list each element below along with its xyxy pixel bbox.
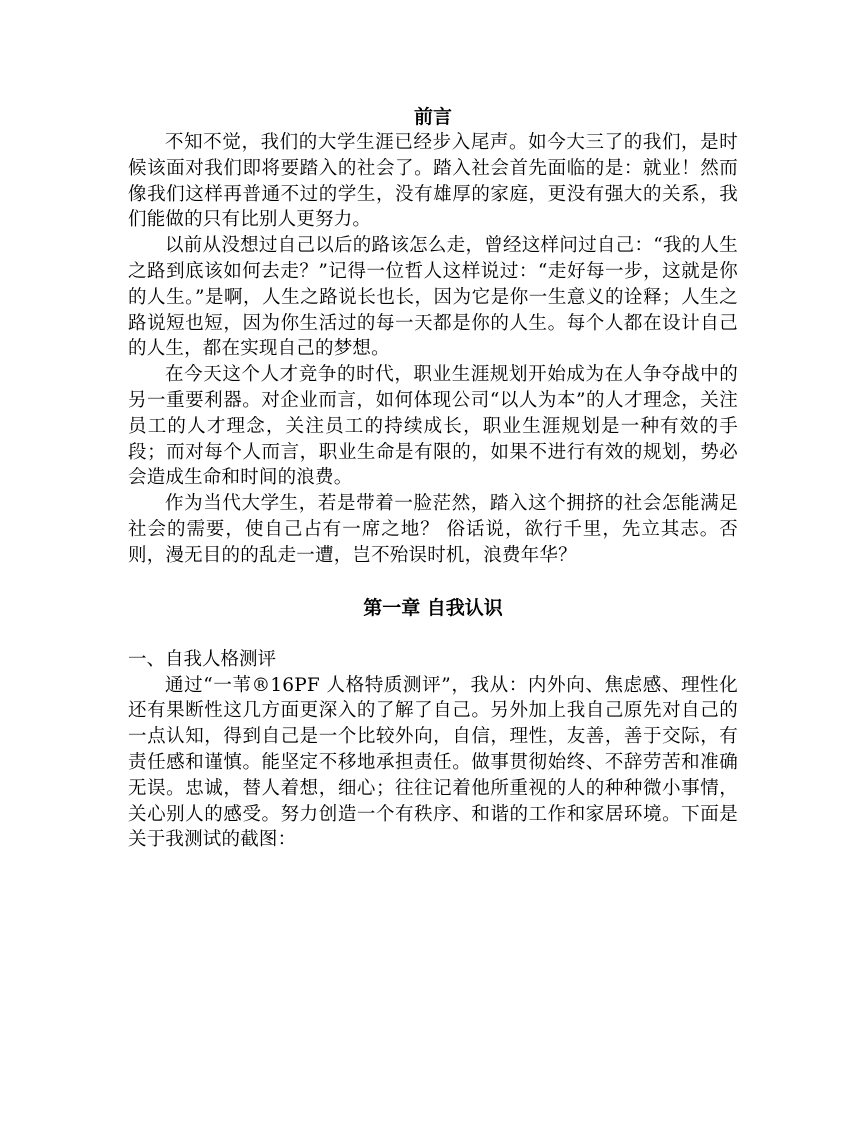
preface-paragraph: 在今天这个人才竞争的时代，职业生涯规划开始成为在人争夺战中的另一重要利器。对企业而言，如何体现公司“以人为本”的人才理念，关注员工的人才理念，关注员工的持续成长，职业生涯规划是一种有效的手段；而对每个人而言，职业生命是有限的，如果不进行有效的规划，势必会造成生命和时间的浪费。	[128, 364, 738, 489]
document-page	[128, 104, 738, 853]
preface-paragraph: 不知不觉，我们的大学生涯已经步入尾声。如今大三了的我们，是时候该面对我们即将要踏入的社会了。踏入社会首先面临的是：就业！然而像我们这样再普通不过的学生，没有雄厚的家庭，更没有强大的关系，我们能做的只有比别人更努力。	[128, 132, 738, 231]
section-paragraph: 通过“一苇®16PF 人格特质测评”，我从：内外向、焦虑感、理性化还有果断性这几方面更深入的了解了自己。另外加上我自己原先对自己的一点认知，得到自己是一个比较外向，自信，理性，友善，善于交际，有责任感和谨慎。能坚定不移地承担责任。做事贯彻始终、不辞劳苦和准确无误。忠诚，替人着想，细心；往往记着他所重视的人的种种微小事情，关心别人的感受。努力创造一个有秩序、和谐的工作和家居环境。下面是关于我测试的截图：	[128, 674, 738, 851]
preface-paragraph: 以前从没想过自己以后的路该怎么走，曾经这样问过自己：“我的人生之路到底该如何去走？”记得一位哲人这样说过：“走好每一步，这就是你的人生。”是啊，人生之路说长也长，因为它是你一生意义的诠释；人生之路说短也短，因为你生活过的每一天都是你的人生。每个人都在设计自己的人生，都在实现自己的梦想。	[128, 235, 738, 360]
chapter-title: 第一章 自我认识	[363, 596, 503, 619]
preface-title: 前言	[413, 106, 452, 128]
section-title: 一、自我人格测评	[128, 648, 277, 670]
preface-paragraph: 作为当代大学生，若是带着一脸茫然，踏入这个拥挤的社会怎能满足社会的需要，使自己占有一席之地？ 俗话说，欲行千里，先立其志。否则，漫无目的的乱走一遭，岂不殆误时机，浪费年华？	[128, 493, 738, 566]
